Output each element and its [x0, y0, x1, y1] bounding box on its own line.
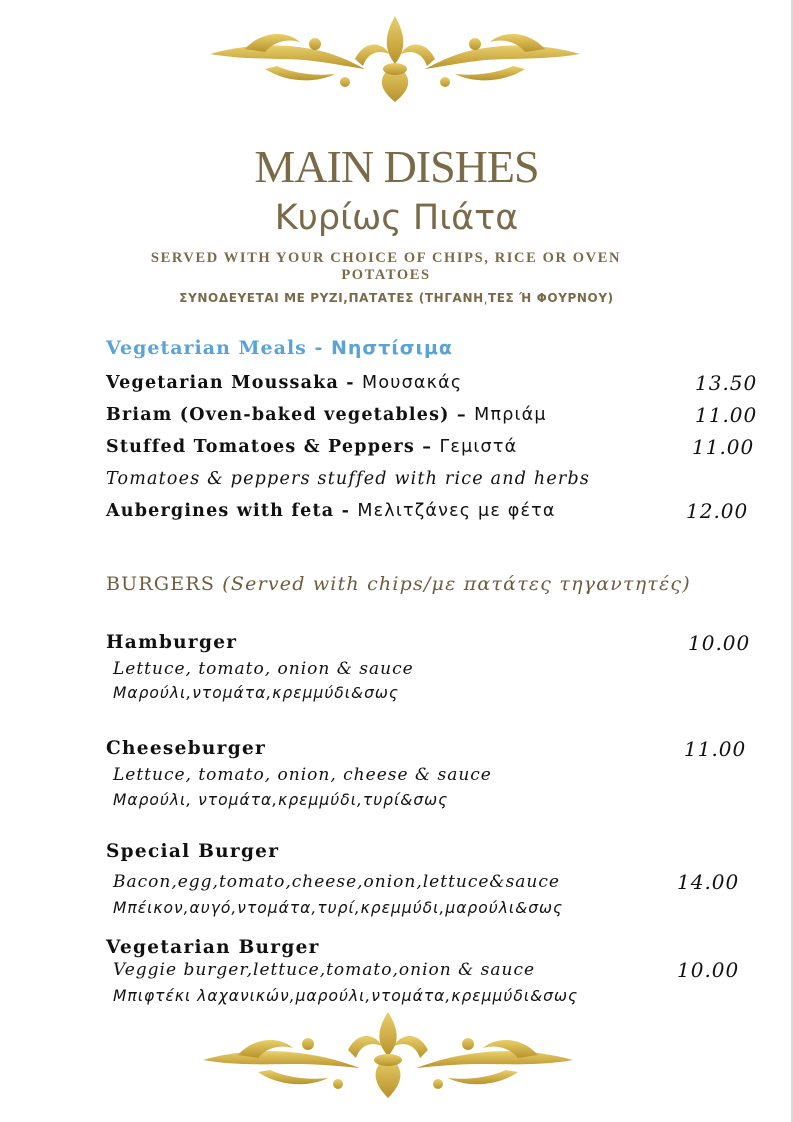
burger-name: Special Burger	[106, 841, 280, 862]
menu-item-name: Aubergines with feta -	[106, 501, 358, 521]
menu-item-price: 12.00	[686, 499, 749, 523]
burger-description: Lettuce, tomato, onion & sauce	[113, 659, 414, 679]
menu-item-name-greek: Μπριάμ	[474, 405, 547, 425]
page-title: MAIN DISHES	[254, 141, 539, 192]
burger-price: 10.00	[677, 958, 740, 982]
burger-description-greek: Μαρούλι,ντομάτα,κρεμμύδι&σως	[113, 684, 400, 702]
burger-description: Lettuce, tomato, onion, cheese & sauce	[113, 765, 492, 785]
vegetarian-heading-en: Vegetarian Meals -	[106, 337, 331, 359]
menu-item-name: Briam (Oven-baked vegetables) –	[106, 405, 475, 425]
burger-name: Hamburger	[106, 632, 238, 653]
menu-item	[106, 435, 517, 459]
menu-item-price: 13.50	[695, 371, 758, 395]
menu-item	[106, 403, 547, 427]
burger-description: Veggie burger,lettuce,tomato,onion & sauce	[113, 960, 536, 980]
burger-description-greek: Μπιφτέκι λαχανικών,μαρούλι,ντομάτα,κρεμμύδι&σως	[113, 987, 579, 1005]
burger-description: Bacon,egg,tomato,cheese,onion,lettuce&sauce	[113, 872, 560, 892]
menu-item	[106, 371, 462, 395]
burgers-heading-label: BURGERS	[106, 573, 223, 595]
burgers-heading	[106, 573, 691, 595]
menu-item-name-greek: Μουσακάς	[362, 373, 463, 393]
served-with-note: SERVED WITH YOUR CHOICE OF CHIPS, RICE OR OVEN POTATOES	[150, 250, 622, 283]
burgers-heading-note: (Served with chips/με πατάτες τηγαντητές)	[222, 573, 691, 595]
vegetarian-heading	[106, 337, 453, 359]
menu-item-description: Tomatoes & peppers stuffed with rice and herbs	[106, 469, 591, 489]
menu-item	[106, 499, 556, 523]
burger-price: 10.00	[688, 631, 751, 655]
menu-item-name: Vegetarian Moussaka -	[106, 373, 363, 393]
burger-price: 14.00	[677, 870, 740, 894]
menu-item-name-greek: Γεμιστά	[439, 437, 518, 457]
burger-price: 11.00	[684, 737, 747, 761]
burger-description-greek: Μπέικον,αυγό,ντομάτα,τυρί,κρεμμύδι,μαρούλι&σως	[113, 899, 564, 917]
menu-item-price: 11.00	[692, 435, 755, 459]
burger-description-greek: Μαρούλι, ντομάτα,κρεμμύδι,τυρί&σως	[113, 791, 449, 809]
gold-ornament-bottom-icon	[198, 1010, 578, 1100]
served-with-note-greek: ΣΥΝΟΔΕΥΕΤΑΙ ΜΕ ΡΥΖΙ,ΠΑΤΑΤΕΣ (ΤΗΓΑΝΗ͵ΤΕΣ Ή ΦΟΥΡΝΟΥ)	[179, 291, 614, 305]
menu-item-price: 11.00	[695, 403, 758, 427]
page-title-greek: Κυρίως Πιάτα	[274, 198, 519, 238]
burger-name: Vegetarian Burger	[106, 937, 320, 958]
menu-item-name-greek: Μελιτζάνες με φέτα	[357, 501, 556, 521]
menu-item-name: Stuffed Tomatoes & Peppers –	[106, 437, 440, 457]
vegetarian-heading-gr: Νηστίσιμα	[330, 337, 453, 359]
gold-ornament-top-icon	[205, 14, 585, 104]
burger-name: Cheeseburger	[106, 738, 267, 759]
